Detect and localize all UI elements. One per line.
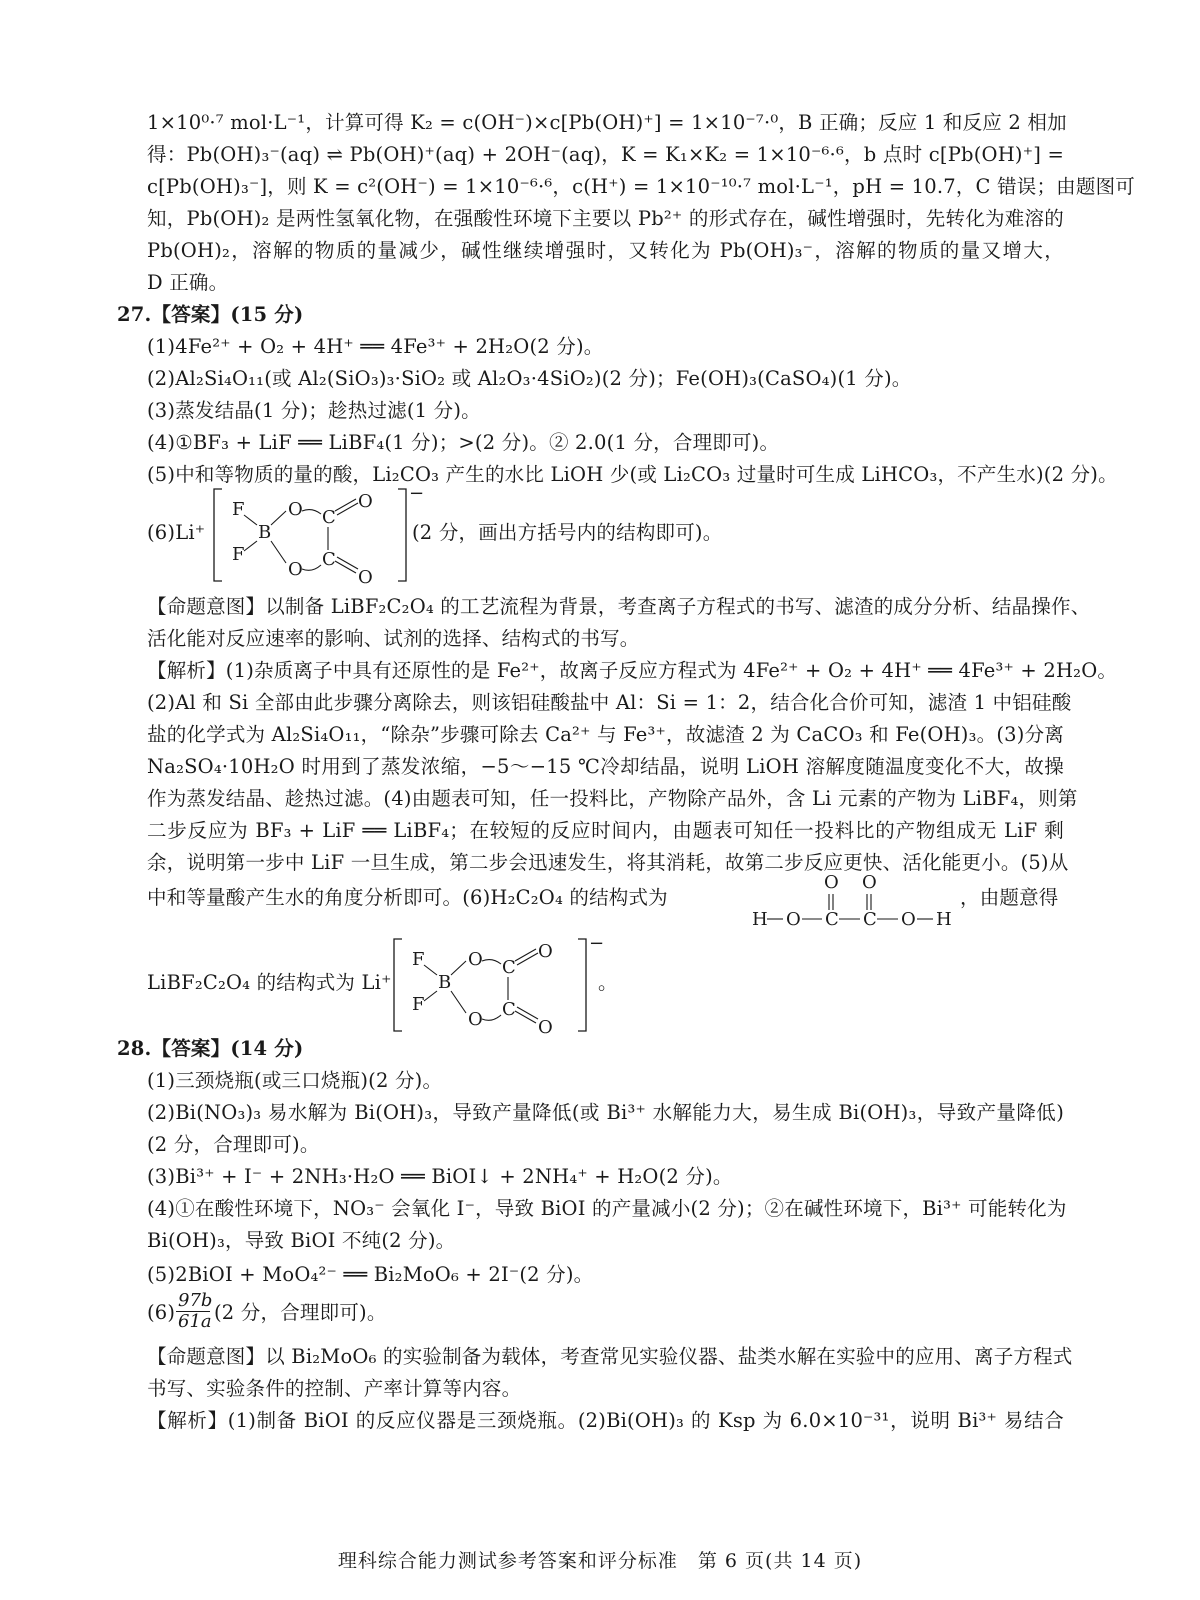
analysis-line: Na₂SO₄·10H₂O 时用到了蒸发浓缩，−5～−15 ℃冷却结晶，说明 LiOH 溶解度随温度变化不大，故操 <box>147 755 1064 778</box>
svg-text:O: O <box>358 567 373 588</box>
svg-text:B: B <box>438 972 452 993</box>
svg-text:O: O <box>288 499 303 520</box>
fraction-numerator: 97b <box>178 1290 213 1311</box>
svg-text:H: H <box>936 909 952 930</box>
text-line: 知，Pb(OH)₂ 是两性氢氧化物，在强酸性环境下主要以 Pb²⁺ 的形式存在，碱性增强时，先转化为难溶的 <box>147 207 1064 230</box>
page-footer: 理科综合能力测试参考答案和评分标准 第 6 页(共 14 页) <box>337 1550 863 1572</box>
question-27-heading: 27.【答案】(15 分) <box>117 303 304 326</box>
svg-text:C: C <box>502 999 516 1020</box>
svg-text:O: O <box>862 872 877 893</box>
libf2c2o4-structure-diagram <box>208 483 425 588</box>
question-28-heading: 28.【答案】(14 分) <box>117 1037 304 1060</box>
svg-text:O: O <box>358 491 373 512</box>
svg-text:O: O <box>538 941 553 962</box>
svg-text:O: O <box>288 559 303 580</box>
answer-6-prefix: (6) <box>147 1301 176 1324</box>
svg-text:F: F <box>412 949 425 970</box>
answer-line: (2 分，合理即可)。 <box>214 1301 387 1324</box>
yield-fraction <box>176 1290 213 1332</box>
analysis-line: 【解析】(1)杂质离子中具有还原性的是 Fe²⁺，故离子反应方程式为 4Fe²⁺ + O₂ + 4H⁺ ══ 4Fe³⁺ + 2H₂O。 <box>147 659 1118 682</box>
answer-line: (2)Bi(NO₃)₃ 易水解为 Bi(OH)₃，导致产量降低(或 Bi³⁺ 水解能力大，易生成 Bi(OH)₃，导致产量降低) <box>147 1101 1064 1124</box>
answer-line: (3)蒸发结晶(1 分)；趁热过滤(1 分)。 <box>147 399 481 422</box>
analysis-line: (2)Al 和 Si 全部由此步骤分离除去，则该铝硅酸盐中 Al：Si = 1：2，结合化合价可知，滤渣 1 中铝硅酸 <box>147 691 1072 714</box>
answer-line: (2 分，合理即可)。 <box>147 1133 320 1156</box>
svg-text:C: C <box>863 909 877 930</box>
svg-text:O: O <box>824 872 839 893</box>
analysis-line: 二步反应为 BF₃ + LiF ══ LiBF₄；在较短的反应时间内，由题表可知任一投料比的产物组成无 LiF 剩 <box>147 819 1064 842</box>
svg-text:C: C <box>322 549 336 570</box>
text-line: c[Pb(OH)₃⁻]，则 K = c²(OH⁻) = 1×10⁻⁶·⁶，c(H⁺) = 1×10⁻¹⁰·⁷ mol·L⁻¹，pH = 10.7，C 错误；由题图可 <box>147 175 1135 198</box>
answer-line: (4)①在酸性环境下，NO₃⁻ 会氧化 I⁻，导致 BiOI 的产量减小(2 分)；②在碱性环境下，Bi³⁺ 可能转化为 <box>147 1197 1067 1220</box>
answer-line: Bi(OH)₃，导致 BiOI 不纯(2 分)。 <box>147 1229 456 1252</box>
analysis-line: 【解析】(1)制备 BiOI 的反应仪器是三颈烧瓶。(2)Bi(OH)₃ 的 Ksp 为 6.0×10⁻³¹，说明 Bi³⁺ 易结合 <box>147 1409 1064 1432</box>
svg-text:O: O <box>538 1017 553 1038</box>
svg-text:C: C <box>322 507 336 528</box>
text-line: 得：Pb(OH)₃⁻(aq) ⇌ Pb(OH)⁺(aq) + 2OH⁻(aq)，K = K₁×K₂ = 1×10⁻⁶·⁶，b 点时 c[Pb(OH)⁺] = <box>147 143 1064 166</box>
analysis-line: 。 <box>598 971 618 994</box>
oxalic-acid-structure <box>752 870 952 930</box>
answer-line: (1)三颈烧瓶(或三口烧瓶)(2 分)。 <box>147 1069 443 1092</box>
svg-text:F: F <box>232 544 245 565</box>
answer-line: (5)2BiOI + MoO₄²⁻ ══ Bi₂MoO₆ + 2I⁻(2 分)。 <box>147 1263 594 1286</box>
answer-line: (1)4Fe²⁺ + O₂ + 4H⁺ ══ 4Fe³⁺ + 2H₂O(2 分)。 <box>147 335 604 358</box>
answer-line: (3)Bi³⁺ + I⁻ + 2NH₃·H₂O ══ BiOI↓ + 2NH₄⁺ + H₂O(2 分)。 <box>147 1165 733 1188</box>
svg-text:C: C <box>502 957 516 978</box>
answer-line: (2)Al₂Si₄O₁₁(或 Al₂(SiO₃)₃·SiO₂ 或 Al₂O₃·4SiO₂)(2 分)；Fe(OH)₃(CaSO₄)(1 分)。 <box>147 367 912 390</box>
svg-text:B: B <box>258 522 272 543</box>
text-line: D 正确。 <box>147 271 229 294</box>
analysis-line: 盐的化学式为 Al₂Si₄O₁₁，“除杂”步骤可除去 Ca²⁺ 与 Fe³⁺，故滤渣 2 为 CaCO₃ 和 Fe(OH)₃。(3)分离 <box>147 723 1064 746</box>
svg-text:−: − <box>409 483 425 504</box>
analysis-line: LiBF₂C₂O₄ 的结构式为 Li⁺ <box>147 971 392 994</box>
svg-text:H: H <box>752 909 768 930</box>
analysis-line: ，由题意得 <box>960 886 1059 909</box>
intent-line: 活化能对反应速率的影响、试剂的选择、结构式的书写。 <box>147 627 640 650</box>
libf2c2o4-structure-diagram-2 <box>388 933 605 1038</box>
analysis-line: 中和等量酸产生水的角度分析即可。(6)H₂C₂O₄ 的结构式为 <box>147 886 668 909</box>
svg-text:−: − <box>589 933 605 954</box>
svg-text:C: C <box>825 909 839 930</box>
intent-line: 【命题意图】以制备 LiBF₂C₂O₄ 的工艺流程为背景，考查离子方程式的书写、滤渣的成分分析、结晶操作、 <box>147 595 1091 618</box>
svg-text:O: O <box>468 949 483 970</box>
text-line: Pb(OH)₂，溶解的物质的量减少，碱性继续增强时，又转化为 Pb(OH)₃⁻，溶解的物质的量又增大， <box>147 239 1064 262</box>
svg-text:O: O <box>468 1009 483 1030</box>
intent-line: 【命题意图】以 Bi₂MoO₆ 的实验制备为载体，考查常见实验仪器、盐类水解在实验中的应用、离子方程式 <box>147 1345 1073 1368</box>
answer-line: (5)中和等物质的量的酸，Li₂CO₃ 产生的水比 LiOH 少(或 Li₂CO₃ 过量时可生成 LiHCO₃，不产生水)(2 分)。 <box>147 463 1118 486</box>
fraction-denominator: 61a <box>178 1311 212 1332</box>
svg-text:O: O <box>901 909 916 930</box>
analysis-line: 余，说明第一步中 LiF 一旦生成，第二步会迅速发生，将其消耗，故第二步反应更快、活化能更小。(5)从 <box>147 851 1069 874</box>
answer-line: (4)①BF₃ + LiF ══ LiBF₄(1 分)；>(2 分)。② 2.0(1 分，合理即可)。 <box>147 431 780 454</box>
intent-line: 书写、实验条件的控制、产率计算等内容。 <box>147 1377 522 1400</box>
svg-text:F: F <box>412 994 425 1015</box>
svg-text:O: O <box>786 909 801 930</box>
answer-6-prefix: (6)Li⁺ <box>147 521 206 544</box>
svg-text:F: F <box>232 499 245 520</box>
analysis-line: 作为蒸发结晶、趁热过滤。(4)由题表可知，任一投料比，产物除产品外，含 Li 元素的产物为 LiBF₄，则第 <box>147 787 1078 810</box>
answer-6-note: (2 分，画出方括号内的结构即可)。 <box>412 521 723 544</box>
text-line: 1×10⁰·⁷ mol·L⁻¹，计算可得 K₂ = c(OH⁻)×c[Pb(OH)⁺] = 1×10⁻⁷·⁰，B 正确；反应 1 和反应 2 相加 <box>147 111 1067 134</box>
